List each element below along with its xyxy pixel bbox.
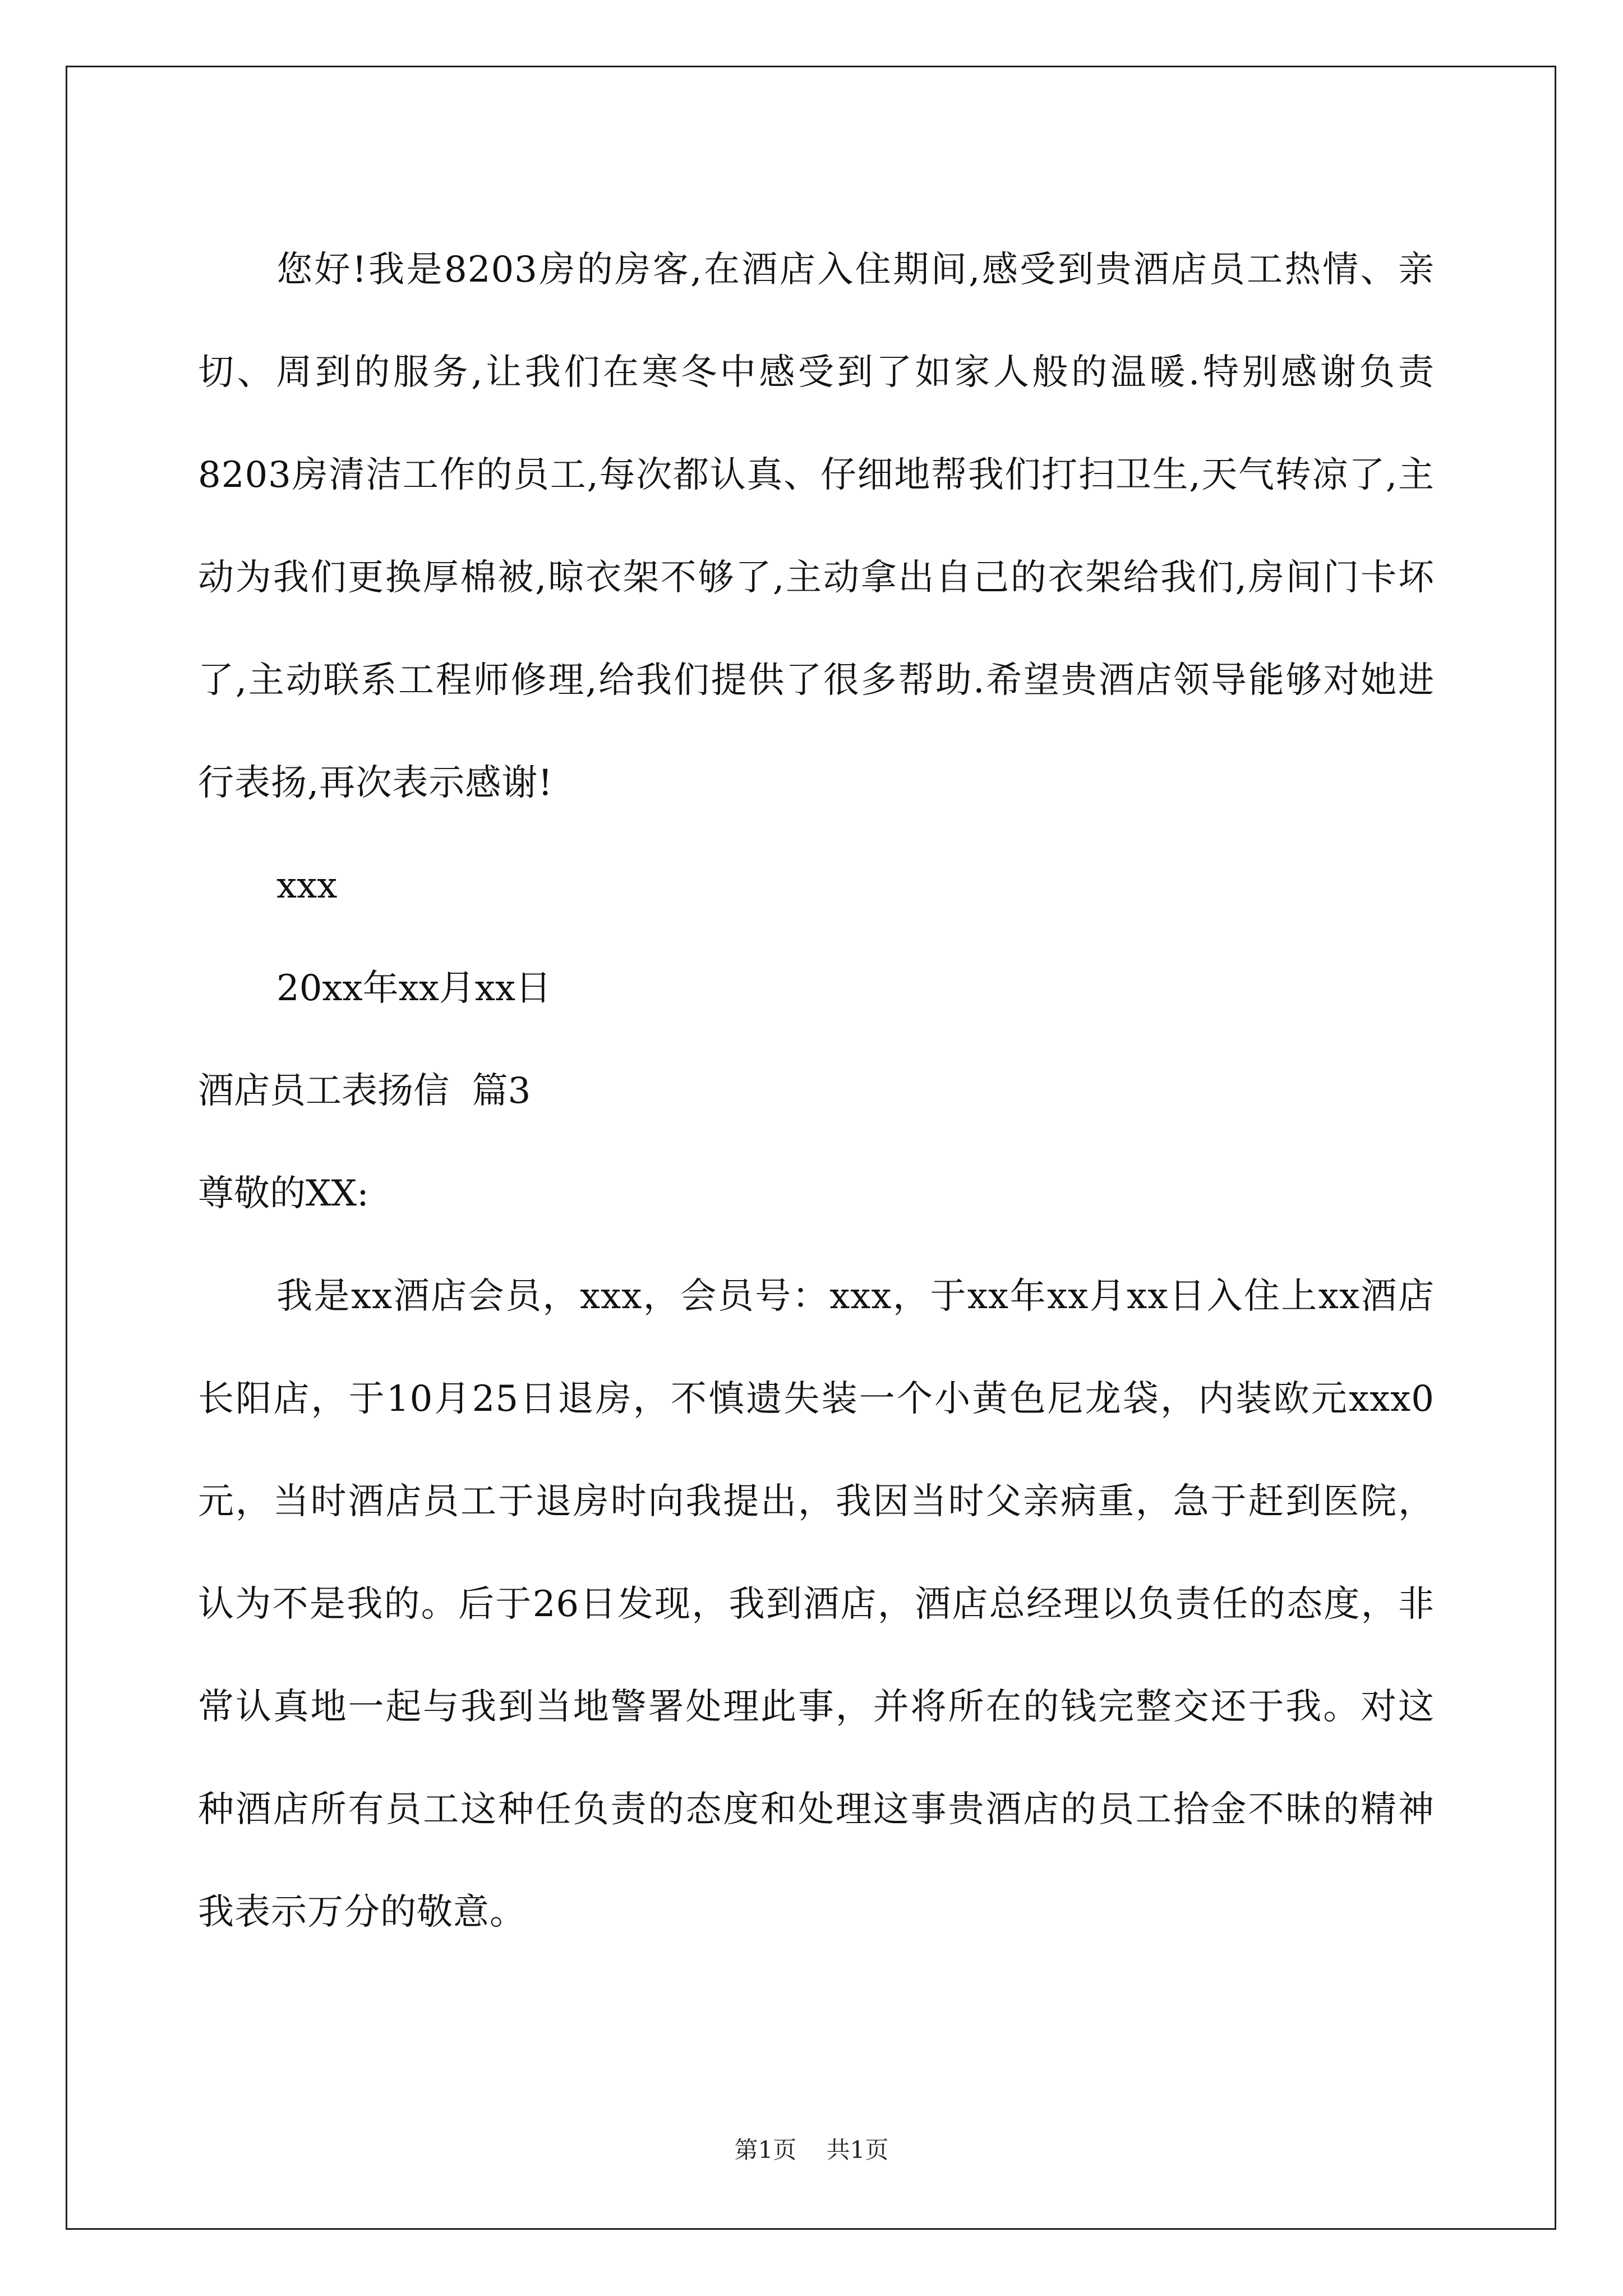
paragraph-praise: 您好!我是8203房的房客,在酒店入住期间,感受到贵酒店员工热情、亲切、周到的服务,让我们在寒冬中感受到了如家人般的温暖.特别感谢负责8203房清洁工作的员工,每次都认真、仔细地帮我们打扫卫生,天气转凉了,主动为我们更换厚棉被,晾衣架不够了,主动拿出自己的衣架给我们,房间门卡坏了,主动联系工程师修理,给我们提供了很多帮助.希望贵酒店领导能够对她进行表扬,再次表示感谢! xyxy=(198,249,1435,804)
document-body xyxy=(198,219,1435,1964)
page-footer xyxy=(0,2132,1623,2165)
signature: xxx xyxy=(276,865,338,907)
date-line: 20xx年xx月xx日 xyxy=(276,968,551,1009)
page-number: 第1页 xyxy=(734,2136,797,2164)
paragraph-letter-body: 我是xx酒店会员，xxx，会员号：xxx，于xx年xx月xx日入住上xx酒店长阳店，于10月25日退房，不慎遗失装一个小黄色尼龙袋，内装欧元xxx0元，当时酒店员工于退房时向我提出，我因当时父亲病重，急于赶到医院，认为不是我的。后于26日发现，我到酒店，酒店总经理以负责任的态度，非常认真地一起与我到当地警署处理此事，并将所在的钱完整交还于我。对这种酒店所有员工这种任负责的态度和处理这事贵酒店的员工拾金不昧的精神我表示万分的敬意。 xyxy=(198,1276,1435,1933)
salutation: 尊敬的XX: xyxy=(198,1173,369,1214)
page-total: 共1页 xyxy=(826,2136,889,2164)
section-title: 酒店员工表扬信 篇3 xyxy=(198,1070,531,1112)
